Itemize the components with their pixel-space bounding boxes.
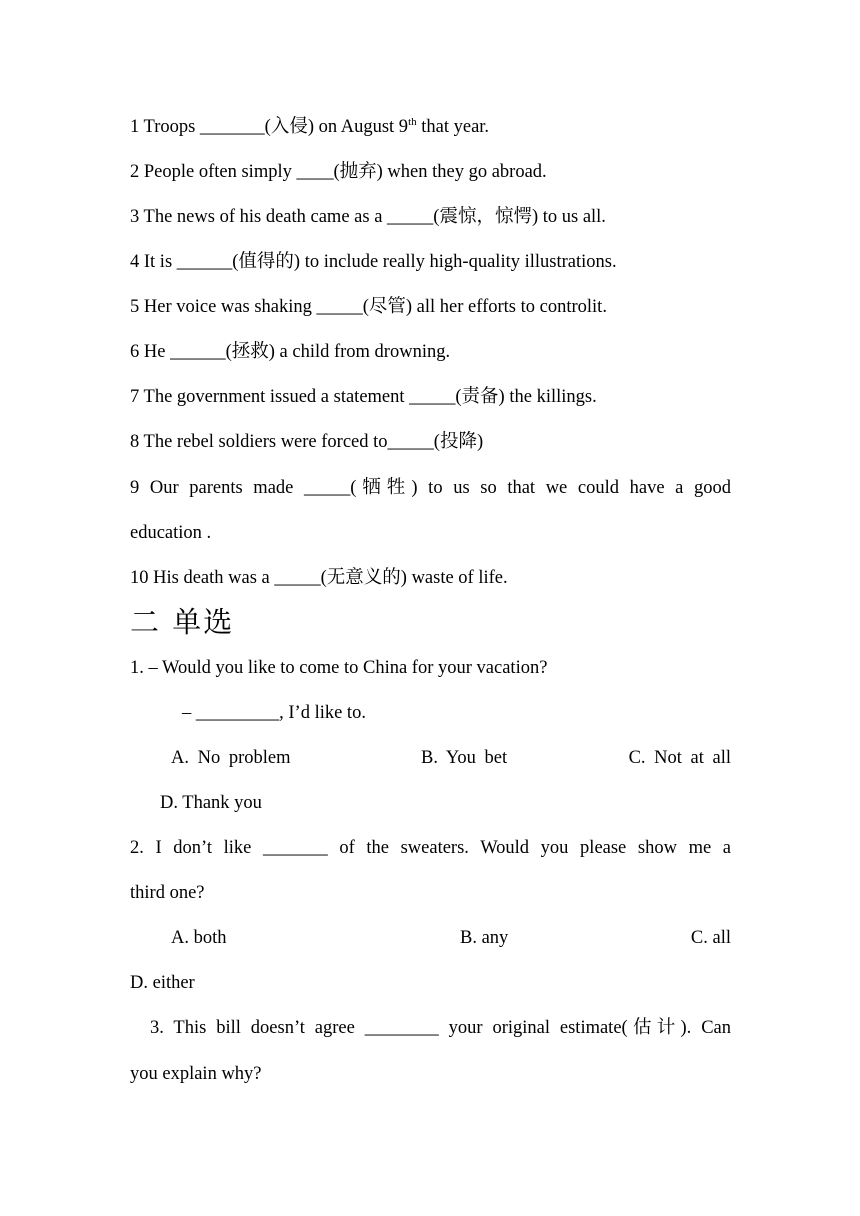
question-2-option-b: B. any bbox=[460, 928, 509, 948]
fill-item-3: 3 The news of his death came as a _____(震惊，惊愕) to us all. bbox=[130, 207, 606, 227]
fill-item-5: 5 Her voice was shaking _____(尽管) all her efforts to controlit. bbox=[130, 297, 607, 317]
fill-item-6: 6 He ______(拯救) a child from drowning. bbox=[130, 342, 451, 362]
question-3-continuation: you explain why? bbox=[130, 1064, 262, 1084]
question-1-option-d: D. Thank you bbox=[160, 793, 262, 813]
question-2-stem: 2. I don’t like _______ of the sweaters. Would you please show me a bbox=[130, 838, 731, 858]
question-1-option-c: C. Not at all bbox=[628, 748, 731, 768]
question-1-option-a: A. No problem bbox=[171, 748, 291, 768]
fill-item-8: 8 The rebel soldiers were forced to_____(投降) bbox=[130, 432, 484, 452]
question-1-reply: – _________, I’d like to. bbox=[182, 703, 366, 723]
superscript-th: th bbox=[408, 116, 417, 128]
fill-item-10: 10 His death was a _____(无意义的) waste of life. bbox=[130, 568, 508, 588]
fill-item-1 bbox=[130, 115, 731, 139]
question-2-option-a: A. both bbox=[171, 928, 227, 948]
fill-item-1-tail: that year. bbox=[416, 117, 490, 137]
fill-item-1-text: 1 Troops _______(入侵) on August 9 bbox=[130, 117, 409, 137]
question-2-option-c: C. all bbox=[690, 928, 731, 948]
question-3-stem: 3. This bill doesn’t agree ________ your original estimate(估计). Can bbox=[150, 1018, 731, 1038]
section-heading: 二 单选 bbox=[130, 605, 235, 639]
question-2-option-d: D. either bbox=[130, 973, 195, 993]
fill-item-2: 2 People often simply ____(抛弃) when they go abroad. bbox=[130, 162, 547, 182]
fill-item-4: 4 It is ______(值得的) to include really high-quality illustrations. bbox=[130, 252, 617, 272]
question-1-option-b: B. You bet bbox=[421, 748, 508, 768]
question-2-continuation: third one? bbox=[130, 883, 205, 903]
question-1-stem: 1. – Would you like to come to China for your vacation? bbox=[130, 658, 548, 678]
fill-item-7: 7 The government issued a statement _____(责备) the killings. bbox=[130, 387, 597, 407]
fill-item-9: 9 Our parents made _____(牺牲) to us so that we could have a good bbox=[130, 478, 731, 498]
fill-item-9-continuation: education . bbox=[130, 523, 212, 543]
